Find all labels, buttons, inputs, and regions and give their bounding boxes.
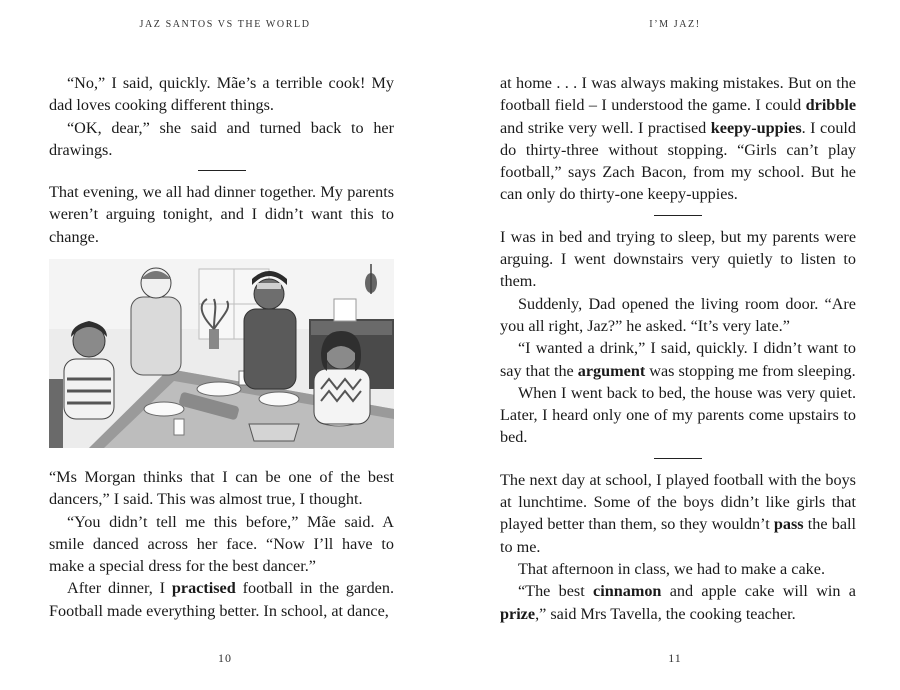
paragraph: That evening, we all had dinner together. My parents weren’t arguing tonight, and I didn’t want this to change. xyxy=(49,183,394,246)
text-run: “I wanted a drink,” I said, quickly. I didn’t want to say that the xyxy=(500,339,856,380)
text-run: ,” said Mrs Tavella, the cooking teacher. xyxy=(535,604,796,623)
left-text-bottom xyxy=(49,466,394,622)
text-run: After dinner, I xyxy=(67,579,172,598)
paragraph: When I went back to bed, the house was very quiet. Later, I heard only one of my parents come upstairs to bed. xyxy=(500,383,856,447)
paragraph: That afternoon in class, we had to make a cake. xyxy=(518,559,825,578)
glossary-word: dribble xyxy=(805,96,856,115)
text-run: The next day at school, I played football with the boys at lunchtime. Some of the boys didn’t like girls that played better than them, so they wouldn’t xyxy=(500,470,856,534)
section-divider xyxy=(198,170,246,171)
paragraph: “You didn’t tell me this before,” Mãe said. A smile danced across her face. “Now I’ll have to make a special dress for the best dancer.” xyxy=(49,512,394,576)
text-run: at home . . . I was always making mistakes. But on the football field – I understood the game. I could xyxy=(500,74,856,115)
paragraph: “OK, dear,” she said and turned back to her drawings. xyxy=(49,118,394,159)
text-run: was stopping me from sleeping. xyxy=(645,361,856,380)
text-run: the ball to me. xyxy=(500,515,856,556)
paragraph: I was in bed and trying to sleep, but my parents were arguing. I went downstairs very quietly to listen to them. xyxy=(500,227,856,291)
glossary-word: cinnamon xyxy=(593,582,662,601)
paragraph xyxy=(500,72,856,206)
family-dinner-illustration xyxy=(49,259,394,448)
paragraph: “Ms Morgan thinks that I can be one of the best dancers,” I said. This was almost true, I thought. xyxy=(49,468,394,509)
right-page xyxy=(450,0,900,690)
text-run: football in the garden. Football made everything better. In school, at dance, xyxy=(49,579,394,620)
running-head-left: JAZ SANTOS VS THE WORLD xyxy=(139,19,311,30)
text-run: and apple cake will win a xyxy=(661,582,856,601)
text-run: and strike very well. I practised xyxy=(500,118,711,137)
paragraph xyxy=(500,469,856,558)
section-divider xyxy=(654,215,702,216)
glossary-word: practised xyxy=(171,579,236,598)
glossary-word: argument xyxy=(577,361,646,380)
page-number-right: 11 xyxy=(668,651,682,665)
paragraph xyxy=(500,580,856,625)
glossary-word: prize xyxy=(500,604,536,623)
glossary-word: pass xyxy=(773,515,804,534)
section-divider xyxy=(654,458,702,459)
left-text-top xyxy=(49,72,394,248)
paragraph xyxy=(500,337,856,382)
paragraph: Suddenly, Dad opened the living room door. “Are you all right, Jaz?” he asked. “It’s very late.” xyxy=(500,294,856,335)
text-run: . I could do thirty-three without stopping. “Girls can’t play football,” says Zach Bacon, from my school. But he can only do thirty-one keepy-uppies. xyxy=(500,118,856,204)
page-number-left: 10 xyxy=(218,651,232,665)
paragraph xyxy=(49,577,394,622)
right-text xyxy=(500,72,856,625)
glossary-word: keepy-uppies xyxy=(710,118,802,137)
paragraph: “No,” I said, quickly. Mãe’s a terrible cook! My dad loves cooking different things. xyxy=(49,74,394,115)
running-head-right: I’M JAZ! xyxy=(649,19,701,30)
text-run: “The best xyxy=(518,582,594,601)
